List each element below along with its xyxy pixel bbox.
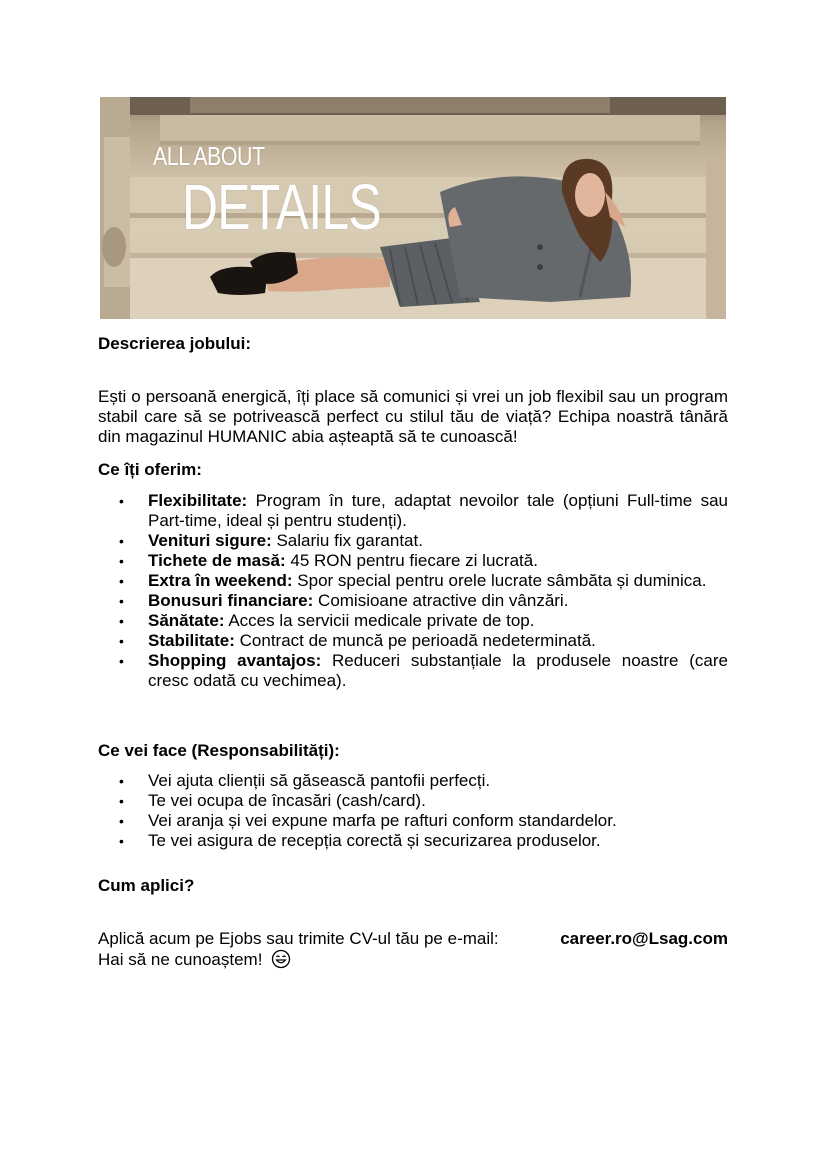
responsibilities-list — [98, 771, 728, 851]
list-item — [98, 651, 728, 691]
list-item — [98, 631, 728, 651]
list-item — [98, 531, 728, 551]
benefit-label: Venituri sigure: — [148, 531, 272, 550]
job-description-heading: Descrierea jobului: — [98, 334, 252, 353]
bullet-icon: • — [119, 633, 124, 649]
bullet-icon: • — [119, 493, 124, 509]
list-item — [98, 831, 728, 851]
bullet-icon: • — [119, 653, 124, 669]
benefit-text: Spor special pentru orele lucrate sâmbăta și duminica. — [292, 571, 707, 590]
apply-text: Aplică acum pe Ejobs sau trimite CV-ul tău pe e-mail: — [98, 929, 499, 948]
bullet-icon: • — [119, 813, 124, 829]
bullet-icon: • — [119, 833, 124, 849]
apply-paragraph — [98, 929, 728, 974]
benefits-list — [98, 491, 728, 691]
benefit-text: Program în ture, adaptat nevoilor tale (opțiuni Full-time sau Part-time, ideal și pentru studenți). — [148, 491, 728, 530]
list-item — [98, 491, 728, 531]
list-item — [98, 591, 728, 611]
bullet-icon: • — [119, 613, 124, 629]
benefits-heading: Ce îți oferim: — [98, 460, 202, 479]
how-to-apply-heading: Cum aplici? — [98, 876, 195, 895]
apply-line — [98, 929, 728, 949]
list-item — [98, 571, 728, 591]
closing-text: Hai să ne cunoaștem! — [98, 950, 263, 969]
benefit-text: 45 RON pentru fiecare zi lucrată. — [285, 551, 538, 570]
benefit-label: Sănătate: — [148, 611, 225, 630]
benefit-text: Reduceri substanțiale la produsele noastre (care cresc odată cu vechimea). — [148, 651, 728, 690]
benefit-text: Contract de muncă pe perioadă nedeterminată. — [234, 631, 596, 650]
banner-title-line2: DETAILS — [182, 171, 381, 243]
benefit-text: Salariu fix garantat. — [271, 531, 423, 550]
responsibility-text: Te vei asigura de recepția corectă și securizarea produselor. — [148, 831, 601, 850]
bullet-icon: • — [119, 773, 124, 789]
bullet-icon: • — [119, 533, 124, 549]
list-item — [98, 811, 728, 831]
responsibility-text: Vei ajuta clienții să găsească pantofii perfecți. — [148, 771, 491, 790]
benefit-label: Tichete de masă: — [148, 551, 286, 570]
responsibility-text: Vei aranja și vei expune marfa pe rafturi conform standardelor. — [148, 811, 617, 830]
banner-title-line1: ALL ABOUT — [153, 141, 265, 171]
banner-image — [100, 97, 726, 319]
list-item — [98, 551, 728, 571]
bullet-icon: • — [119, 573, 124, 589]
benefit-text: Comisioane atractive din vânzări. — [313, 591, 569, 610]
closing-line — [98, 949, 728, 974]
smiley-icon — [271, 949, 291, 974]
email-link[interactable]: career.ro@Lsag.com — [560, 929, 728, 948]
benefit-label: Shopping avantajos: — [148, 651, 322, 670]
benefit-label: Bonusuri financiare: — [148, 591, 314, 610]
benefit-label: Extra în weekend: — [148, 571, 293, 590]
bullet-icon: • — [119, 553, 124, 569]
benefit-label: Stabilitate: — [148, 631, 235, 650]
benefit-label: Flexibilitate: — [148, 491, 248, 510]
list-item — [98, 791, 728, 811]
benefit-text: Acces la servicii medicale private de top. — [224, 611, 535, 630]
job-description-paragraph: Ești o persoană energică, îți place să comunici și vrei un job flexibil sau un program stabil care să se potrivească perfect cu stilul tău de viață? Echipa noastră tânără din magazinul HUMANIC abia așteaptă să te cunoască! — [98, 387, 728, 446]
list-item — [98, 611, 728, 631]
list-item — [98, 771, 728, 791]
bullet-icon: • — [119, 793, 124, 809]
responsibilities-heading: Ce vei face (Responsabilități): — [98, 741, 340, 760]
bullet-icon: • — [119, 593, 124, 609]
responsibility-text: Te vei ocupa de încasări (cash/card). — [148, 791, 426, 810]
